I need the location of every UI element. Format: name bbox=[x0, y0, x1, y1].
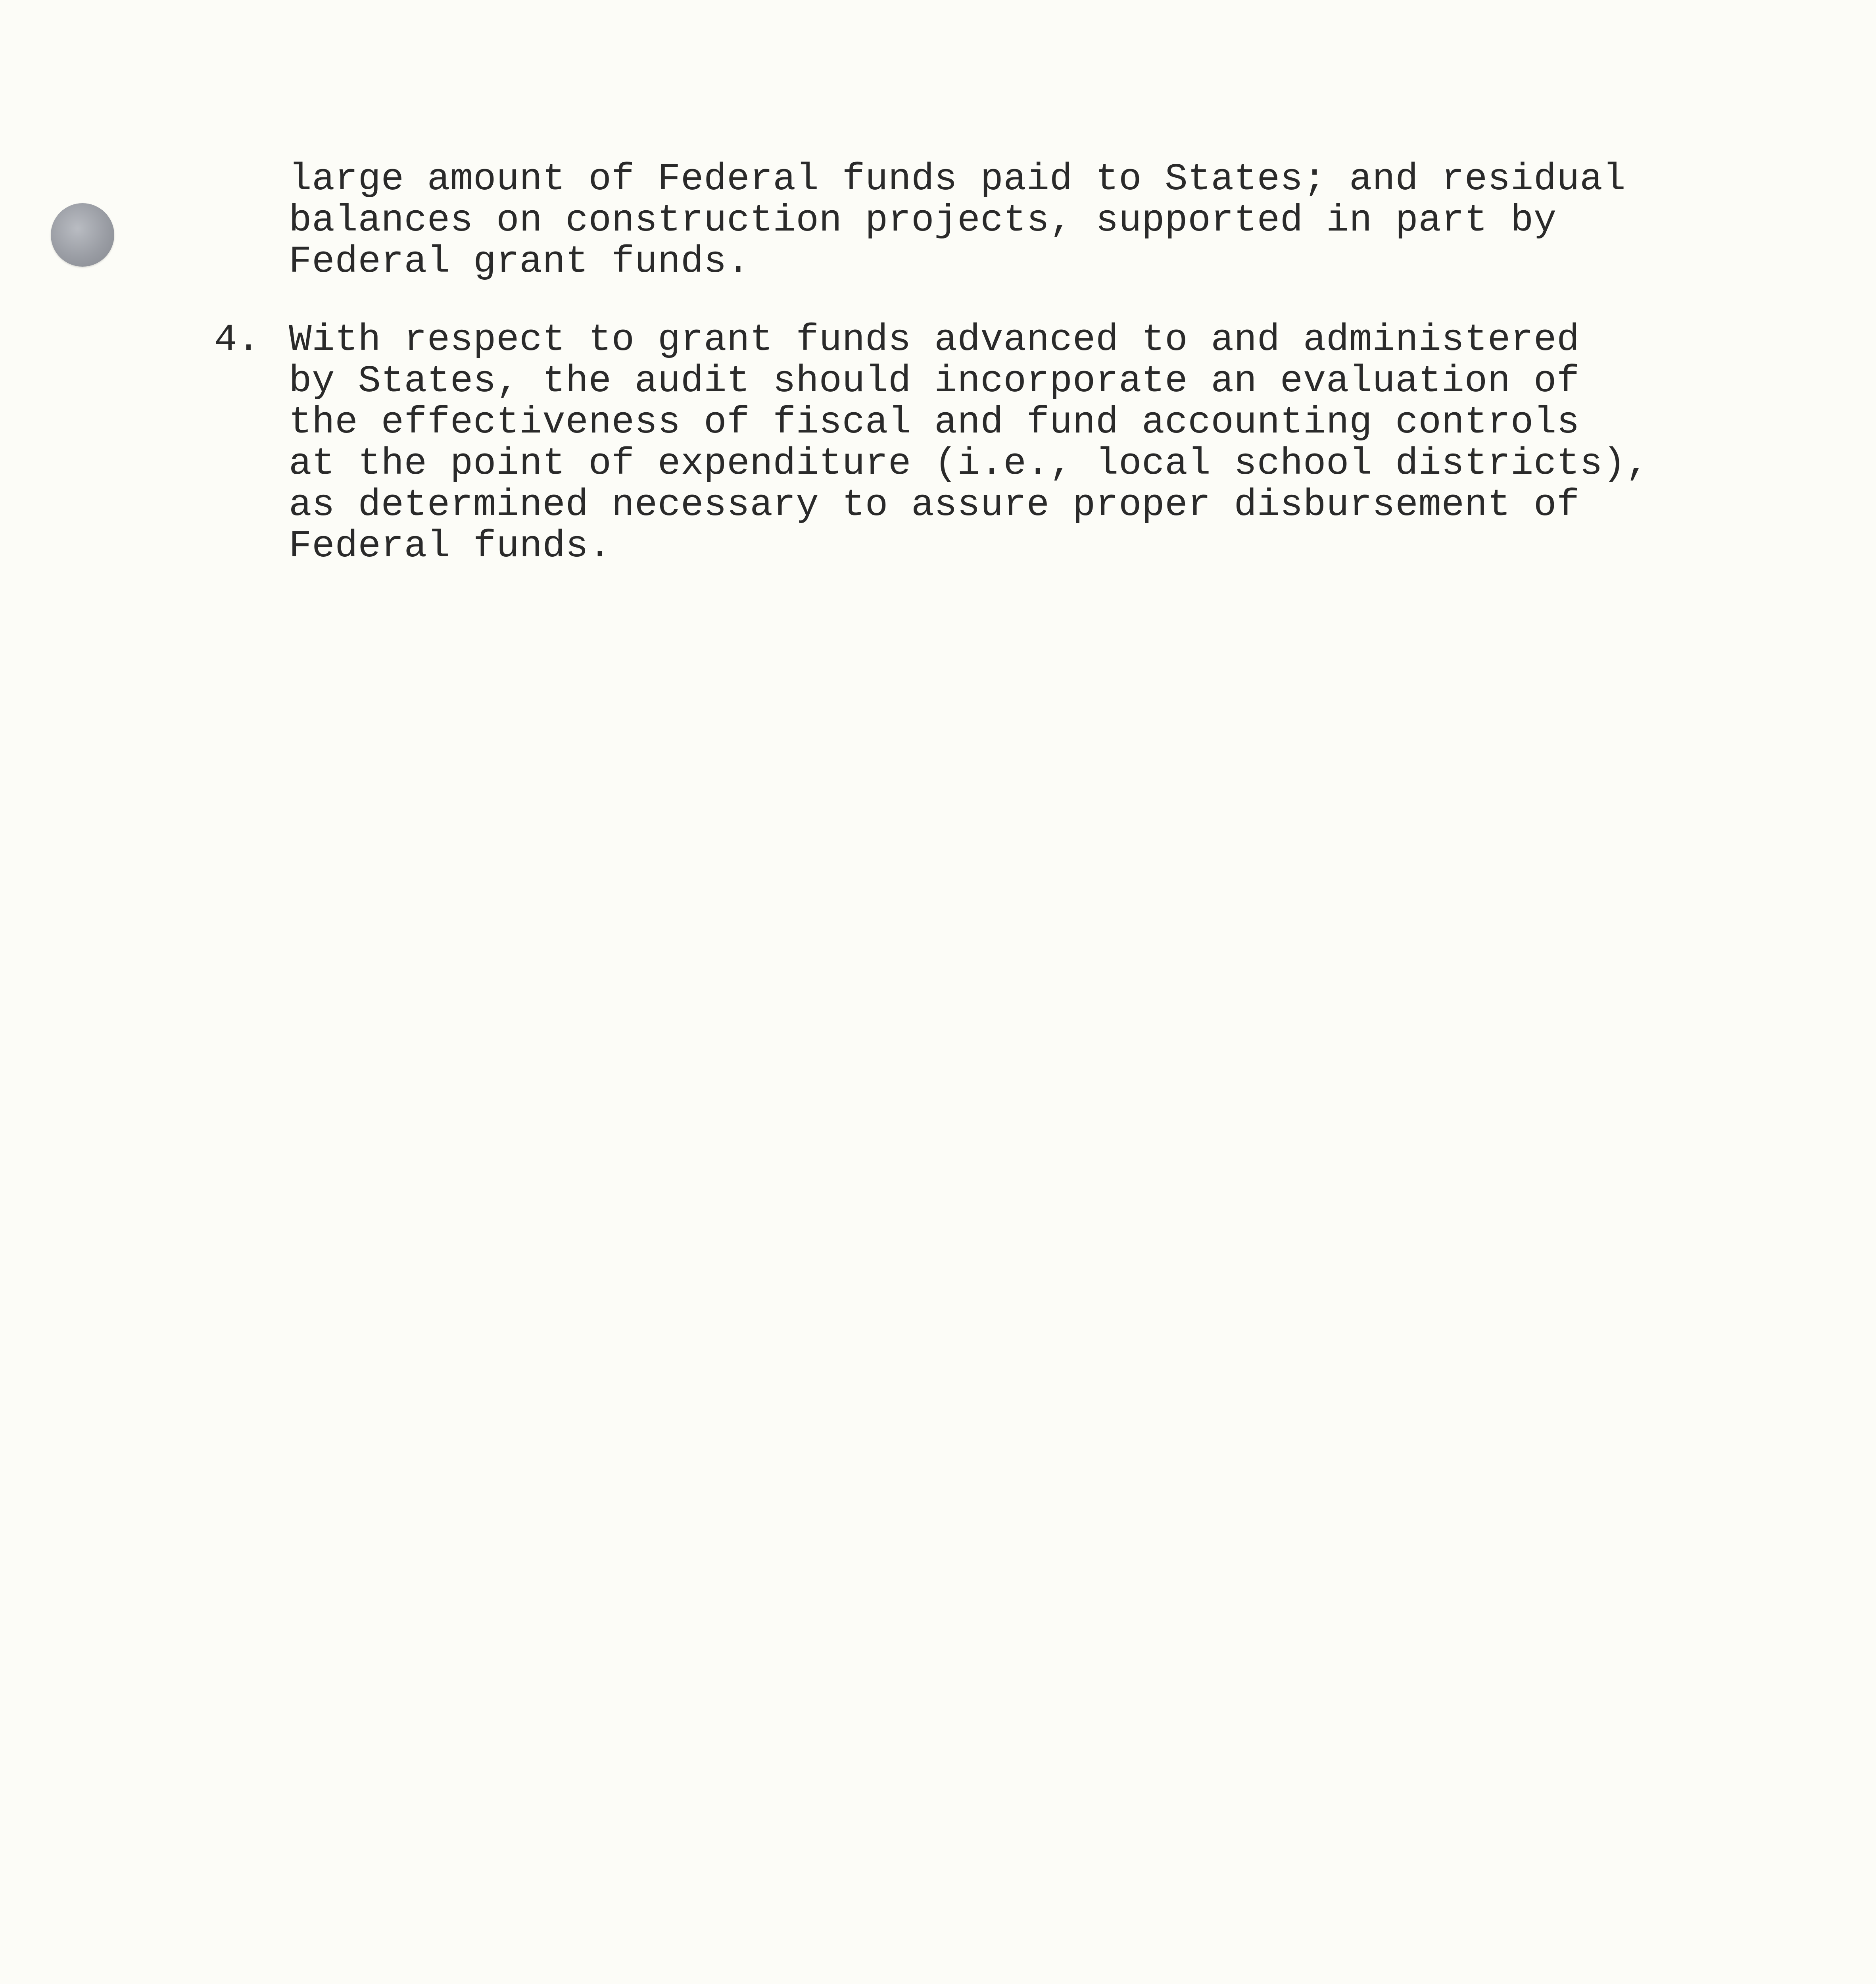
paragraph-line: Federal grant funds. bbox=[289, 240, 750, 283]
paragraph-line: the effectiveness of fiscal and fund accounting controls bbox=[289, 401, 1580, 444]
paragraph-line: Federal funds. bbox=[289, 525, 612, 568]
paragraph-line: large amount of Federal funds paid to States; and residual bbox=[289, 158, 1626, 201]
paragraph-line: at the point of expenditure (i.e., local school districts), bbox=[289, 442, 1649, 485]
list-item-number: 4. bbox=[214, 318, 260, 361]
paragraph-line: as determined necessary to assure proper disbursement of bbox=[289, 483, 1580, 527]
paragraph-line: With respect to grant funds advanced to and administered bbox=[289, 318, 1580, 361]
punch-hole-top bbox=[51, 203, 114, 267]
paragraph-line: by States, the audit should incorporate an evaluation of bbox=[289, 360, 1580, 403]
paragraph-line: balances on construction projects, supported in part by bbox=[289, 199, 1557, 242]
